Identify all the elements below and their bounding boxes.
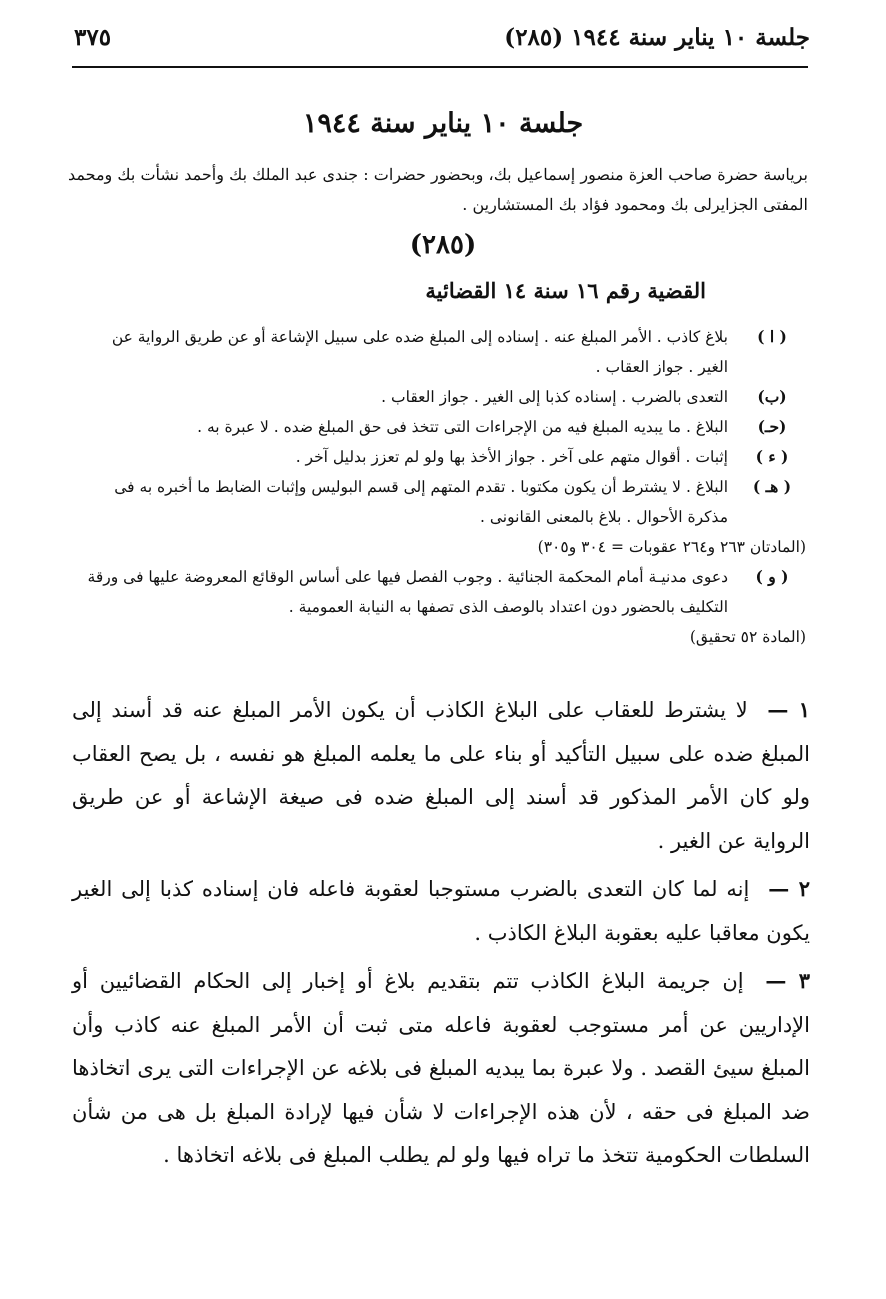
headnote-c — [80, 412, 787, 442]
running-header-title: جلسة ١٠ يناير سنة ١٩٤٤ (٢٨٥) — [504, 24, 810, 51]
case-number: (٢٨٥) — [409, 230, 477, 260]
headnote-marker: (حـ) — [757, 417, 787, 436]
headnotes — [80, 322, 806, 652]
headnote-text: البلاغ . لا يشترط أن يكون مكتوبا . تقدم المتهم إلى قسم البوليس وإثبات الضابط ما أخبره به فى مذكرة الأحوال . بلاغ بالمعنى القانونى . — [114, 478, 728, 526]
case-reference: القضية رقم ١٦ سنة ١٤ القضائية — [425, 278, 706, 303]
headnote-text: البلاغ . ما يبديه المبلغ فيه من الإجراءات التى تتخذ فى حق المبلغ ضده . لا عبرة به . — [197, 418, 728, 436]
presidency-paragraph: برياسة حضرة صاحب العزة منصور إسماعيل بك، وبحضور حضرات : جندى عبد الملك بك وأحمد نشأت بك ومحمد المفتى الجزايرلى بك ومحمود فؤاد بك المستشارين . — [68, 165, 808, 214]
principle-number: ٣ — — [765, 968, 811, 993]
headnote-marker: ( هـ ) — [752, 477, 792, 496]
headnote-text: إثبات . أقوال متهم على آخر . جواز الأخذ بها ولو لم تعزز بدليل آخر . — [295, 448, 728, 466]
headnote-text: دعوى مدنيـة أمام المحكمة الجنائية . وجوب الفصل فيها على أساس الوقائع المعروضة عليها فى ورقة التكليف بالحضور دون اعتداد بالوصف الذى تصفها به النيابة العمومية . — [87, 568, 728, 616]
principle-text: لا يشترط للعقاب على البلاغ الكاذب أن يكون الأمر المبلغ عنه قد أسند إلى المبلغ ضده على سبيل التأكيد أو بناء على ما يعلمه المبلغ هو نفسه ، بل يصح العقاب ولو كان الأمر المذكور قد أسند إلى المبلغ ضده فى صيغة الإشاعة أو عن طريق الرواية عن الغير . — [72, 698, 810, 853]
principle-3 — [72, 959, 810, 1178]
article-reference: (المادة ٥٢ تحقيق) — [689, 628, 806, 646]
principle-text: إنه لما كان التعدى بالضرب مستوجبا لعقوبة فاعله فان إسناده كذبا إلى الغير يكون معاقبا عليه بعقوبة البلاغ الكاذب . — [72, 877, 810, 945]
headnote-marker: ( ا ) — [757, 327, 787, 346]
headnote-a — [80, 322, 787, 382]
headnote-marker: (ب) — [757, 387, 787, 406]
headnote-b — [80, 382, 787, 412]
session-title: جلسة ١٠ يناير سنة ١٩٤٤ — [302, 108, 584, 139]
headnote-marker: ( ء ) — [755, 447, 789, 466]
page-number: ٣٧٥ — [74, 24, 112, 51]
legal-principles — [72, 688, 810, 1182]
header-rule — [72, 66, 808, 68]
principle-text: إن جريمة البلاغ الكاذب تتم بتقديم بلاغ أو إخبار إلى الحكام القضائيين أو الإداريين عن أمر مستوجب لعقوبة فاعله متى ثبت أن الأمر المبلغ عنه كاذب وأن المبلغ سيئ القصد . ولا عبرة بما يبديه المبلغ فى بلاغه عن الإجراءات التى يرى اتخاذها ضد المبلغ فى حقه ، لأن هذه الإجراءات لا شأن فيها لإرادة المبلغ بل هى من شأن السلطات الحكومية تتخذ ما تراه فيها ولو لم يطلب المبلغ فى بلاغه اتخاذها . — [72, 969, 810, 1167]
running-header — [74, 24, 810, 51]
principle-number: ٢ — — [768, 876, 811, 901]
headnote-d — [80, 442, 789, 472]
principle-2 — [72, 867, 810, 955]
headnote-text: التعدى بالضرب . إسناده كذبا إلى الغير . جواز العقاب . — [381, 388, 728, 406]
headnote-f — [80, 562, 789, 622]
principle-1 — [72, 688, 810, 863]
article-reference: (المادتان ٢٦٣ و٢٦٤ عقوبات = ٣٠٤ و٣٠٥) — [537, 538, 806, 556]
headnote-e — [80, 472, 792, 532]
headnote-marker: ( و ) — [755, 567, 789, 586]
headnote-text: بلاغ كاذب . الأمر المبلغ عنه . إسناده إلى المبلغ ضده على سبيل الإشاعة أو عن طريق الرواية عن الغير . جواز العقاب . — [111, 328, 728, 376]
principle-number: ١ — — [767, 697, 810, 722]
